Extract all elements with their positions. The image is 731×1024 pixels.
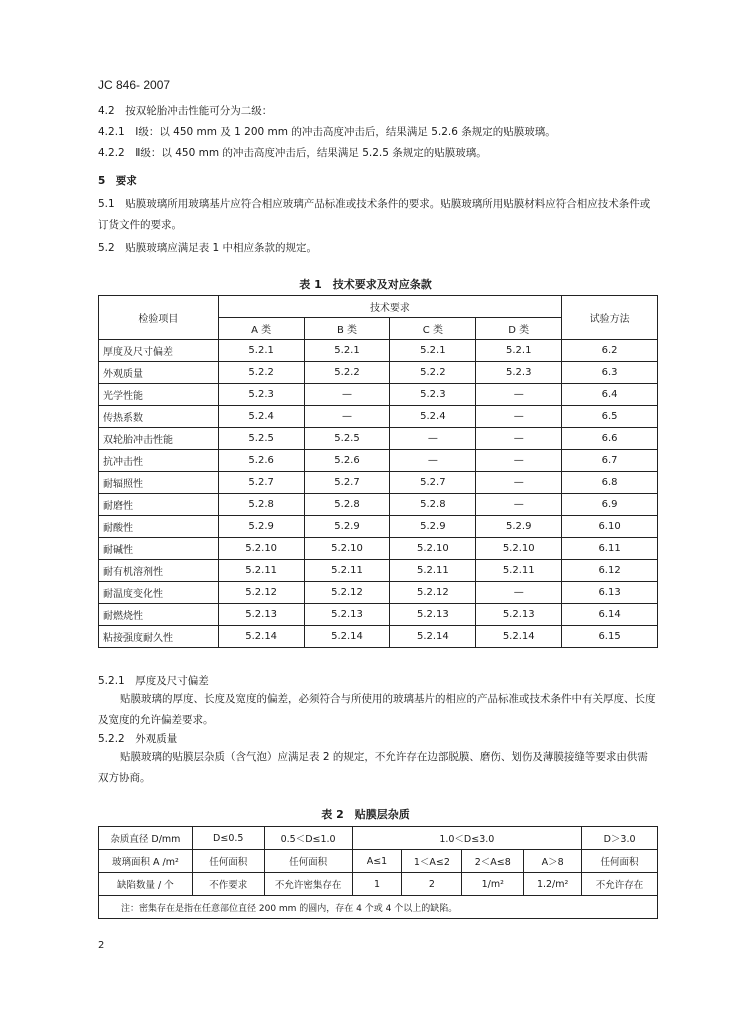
standard-code: JC 846- 2007 <box>98 78 171 92</box>
row-item-label: 传热系数 <box>99 406 219 428</box>
cell: 5.2.11 <box>476 560 562 582</box>
cell: 5.2.12 <box>218 582 304 604</box>
clause-4-2-2: 4.2.2 Ⅱ级：以 450 mm 的冲击高度冲击后，结果满足 5.2.5 条规定的贴膜玻璃。 <box>98 147 487 159</box>
cell: 5.2.9 <box>476 516 562 538</box>
cell: 5.2.10 <box>218 538 304 560</box>
row-item-label: 双轮胎冲击性能 <box>99 428 219 450</box>
cell: 5.2.1 <box>304 340 390 362</box>
impurity-table <box>98 826 658 919</box>
clause-4-2: 4.2 按双轮胎冲击性能可分为二级： <box>98 105 273 117</box>
cell: 缺陷数量 / 个 <box>99 873 193 896</box>
cell: 5.2.1 <box>218 340 304 362</box>
cell: 6.2 <box>562 340 658 362</box>
cell: 5.2.11 <box>304 560 390 582</box>
cell: — <box>390 428 476 450</box>
cell: 5.2.12 <box>304 582 390 604</box>
cell: 6.10 <box>562 516 658 538</box>
class-b: B 类 <box>304 318 390 340</box>
cell: 5.2.14 <box>304 626 390 648</box>
table-row <box>99 538 658 560</box>
table2-caption: 表 2 贴膜层杂质 <box>321 808 410 821</box>
cell: 2 <box>402 873 462 896</box>
table2-note-row <box>99 896 658 919</box>
header-test-method: 试验方法 <box>562 296 658 340</box>
table-row <box>99 450 658 472</box>
cell: 1＜A≤2 <box>402 850 462 873</box>
clause-5-1: 5.1 贴膜玻璃所用玻璃基片应符合相应玻璃产品标准或技术条件的要求。贴膜玻璃所用贴膜材料应符合相应技术条件或订货文件的要求。 <box>98 198 651 231</box>
cell: 5.2.2 <box>304 362 390 384</box>
cell: 1.2/m² <box>524 873 582 896</box>
cell: 6.5 <box>562 406 658 428</box>
cell: 5.2.7 <box>304 472 390 494</box>
table-row <box>99 384 658 406</box>
cell: 1.0＜D≤3.0 <box>352 827 582 850</box>
cell: 玻璃面积 A /m² <box>99 850 193 873</box>
cell: 5.2.4 <box>390 406 476 428</box>
row-item-label: 耐温度变化性 <box>99 582 219 604</box>
header-requirements: 技术要求 <box>218 296 561 318</box>
cell: — <box>476 406 562 428</box>
cell: 5.2.10 <box>304 538 390 560</box>
page-number: 2 <box>98 940 105 951</box>
cell: 6.9 <box>562 494 658 516</box>
cell: 5.2.5 <box>218 428 304 450</box>
header-item: 检验项目 <box>99 296 219 340</box>
cell: 0.5＜D≤1.0 <box>264 827 352 850</box>
table-row <box>99 516 658 538</box>
cell: 5.2.9 <box>390 516 476 538</box>
cell: — <box>476 494 562 516</box>
row-item-label: 抗冲击性 <box>99 450 219 472</box>
table-row <box>99 494 658 516</box>
cell: 任何面积 <box>192 850 264 873</box>
row-item-label: 耐酸性 <box>99 516 219 538</box>
cell: 6.13 <box>562 582 658 604</box>
requirements-table <box>98 295 658 648</box>
cell: 6.6 <box>562 428 658 450</box>
cell: 5.2.14 <box>476 626 562 648</box>
cell: 5.2.7 <box>390 472 476 494</box>
cell: 5.2.12 <box>390 582 476 604</box>
row-item-label: 耐燃烧性 <box>99 604 219 626</box>
cell: 5.2.6 <box>304 450 390 472</box>
cell: 6.14 <box>562 604 658 626</box>
cell: 5.2.7 <box>218 472 304 494</box>
cell: 6.7 <box>562 450 658 472</box>
cell: 5.2.13 <box>476 604 562 626</box>
cell: 6.11 <box>562 538 658 560</box>
cell: — <box>476 450 562 472</box>
class-d: D 类 <box>476 318 562 340</box>
cell: — <box>476 472 562 494</box>
cell: 5.2.2 <box>390 362 476 384</box>
cell: D＞3.0 <box>582 827 658 850</box>
clause-5-2-1-title: 5.2.1 厚度及尺寸偏差 <box>98 675 209 687</box>
clause-5-2-1-text: 贴膜玻璃的厚度、长度及宽度的偏差，必须符合与所使用的玻璃基片的相应的产品标准或技术条件中有关厚度、长度及宽度的允许偏差要求。 <box>98 693 656 726</box>
cell: 5.2.13 <box>218 604 304 626</box>
cell: 6.4 <box>562 384 658 406</box>
cell: 任何面积 <box>582 850 658 873</box>
cell: 5.2.3 <box>390 384 476 406</box>
cell: 5.2.10 <box>476 538 562 560</box>
cell: 5.2.3 <box>476 362 562 384</box>
cell: 5.2.14 <box>218 626 304 648</box>
cell: 1/m² <box>462 873 524 896</box>
table-row <box>99 626 658 648</box>
cell: — <box>304 384 390 406</box>
cell: 6.8 <box>562 472 658 494</box>
section-5-title: 5 要求 <box>98 175 137 187</box>
table2-row-diameter <box>99 827 658 850</box>
table-row <box>99 582 658 604</box>
cell: 5.2.9 <box>218 516 304 538</box>
cell: 2＜A≤8 <box>462 850 524 873</box>
table-row <box>99 406 658 428</box>
clause-5-2: 5.2 贴膜玻璃应满足表 1 中相应条款的规定。 <box>98 242 318 254</box>
cell: 1 <box>352 873 402 896</box>
clause-5-2-2-title: 5.2.2 外观质量 <box>98 733 178 745</box>
table1-caption: 表 1 技术要求及对应条款 <box>299 278 432 291</box>
table2-note: 注：密集存在是指在任意部位直径 200 mm 的圆内，存在 4 个或 4 个以上的缺陷。 <box>99 896 658 919</box>
table-row <box>99 340 658 362</box>
cell: — <box>476 582 562 604</box>
clause-4-2-1: 4.2.1 Ⅰ级：以 450 mm 及 1 200 mm 的冲击高度冲击后，结果满足 5.2.6 条规定的贴膜玻璃。 <box>98 126 556 138</box>
row-item-label: 粘接强度耐久性 <box>99 626 219 648</box>
cell: 6.12 <box>562 560 658 582</box>
cell: 5.2.9 <box>304 516 390 538</box>
cell: 不允许密集存在 <box>264 873 352 896</box>
row-item-label: 耐碱性 <box>99 538 219 560</box>
cell: 5.2.2 <box>218 362 304 384</box>
class-c: C 类 <box>390 318 476 340</box>
table1-header-row <box>99 296 658 318</box>
cell: 杂质直径 D/mm <box>99 827 193 850</box>
table2-row-count <box>99 873 658 896</box>
table2-row-area <box>99 850 658 873</box>
row-item-label: 厚度及尺寸偏差 <box>99 340 219 362</box>
cell: 不允许存在 <box>582 873 658 896</box>
table-row <box>99 472 658 494</box>
cell: — <box>304 406 390 428</box>
cell: 5.2.8 <box>304 494 390 516</box>
cell: — <box>476 428 562 450</box>
row-item-label: 光学性能 <box>99 384 219 406</box>
cell: 5.2.13 <box>304 604 390 626</box>
table-row <box>99 362 658 384</box>
cell: A＞8 <box>524 850 582 873</box>
row-item-label: 外观质量 <box>99 362 219 384</box>
cell: 5.2.10 <box>390 538 476 560</box>
table-row <box>99 560 658 582</box>
cell: D≤0.5 <box>192 827 264 850</box>
cell: 5.2.1 <box>476 340 562 362</box>
cell: 5.2.11 <box>218 560 304 582</box>
cell: 5.2.14 <box>390 626 476 648</box>
cell: 5.2.4 <box>218 406 304 428</box>
cell: 5.2.8 <box>390 494 476 516</box>
cell: 5.2.5 <box>304 428 390 450</box>
cell: A≤1 <box>352 850 402 873</box>
cell: 5.2.11 <box>390 560 476 582</box>
cell: 6.15 <box>562 626 658 648</box>
cell: 5.2.13 <box>390 604 476 626</box>
cell: 5.2.1 <box>390 340 476 362</box>
row-item-label: 耐辐照性 <box>99 472 219 494</box>
table-row <box>99 428 658 450</box>
cell: 5.2.6 <box>218 450 304 472</box>
class-a: A 类 <box>218 318 304 340</box>
cell: 5.2.8 <box>218 494 304 516</box>
cell: 5.2.3 <box>218 384 304 406</box>
cell: 不作要求 <box>192 873 264 896</box>
row-item-label: 耐有机溶剂性 <box>99 560 219 582</box>
row-item-label: 耐磨性 <box>99 494 219 516</box>
cell: — <box>476 384 562 406</box>
table-row <box>99 604 658 626</box>
cell: 任何面积 <box>264 850 352 873</box>
cell: 6.3 <box>562 362 658 384</box>
clause-5-2-2-text: 贴膜玻璃的贴膜层杂质（含气泡）应满足表 2 的规定，不允许存在边部脱膜、磨伤、划伤及薄膜接缝等要求由供需双方协商。 <box>98 751 648 784</box>
cell: — <box>390 450 476 472</box>
